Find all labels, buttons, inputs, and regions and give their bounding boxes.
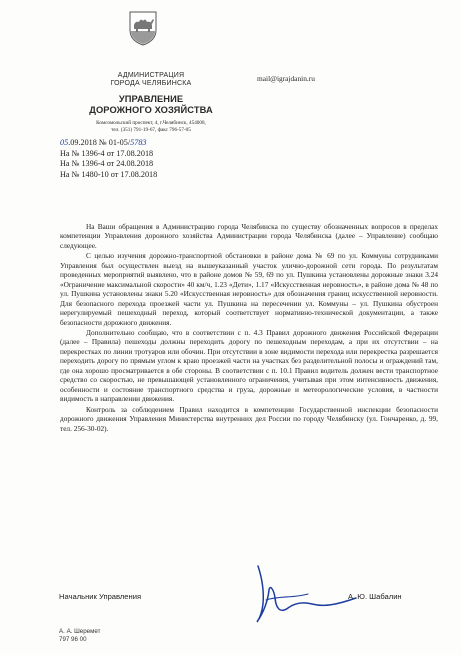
executor-phone: 797 96 00: [59, 636, 87, 643]
reference-line-2: На № 1396-4 от 24.08.2018: [60, 159, 154, 169]
signatory-position: Начальник Управления: [59, 592, 142, 601]
address-line1: Комсомольский проспект, 4, г.Челябинск, 454008,: [96, 120, 206, 126]
executor-info: [59, 628, 100, 644]
admin-name-line2: ГОРОДА ЧЕЛЯБИНСКА: [110, 80, 192, 87]
letter-body: [60, 222, 438, 434]
contact-line: тел. (351) 791-19-67, факс 796-57-05: [111, 127, 191, 133]
reference-line-3: На № 1480-10 от 17.08.2018: [60, 169, 158, 179]
handwritten-signature: [238, 556, 378, 626]
handwritten-number: 5783: [130, 138, 147, 147]
department-name-line1: УПРАВЛЕНИЕ: [118, 94, 184, 104]
city-emblem-icon: [128, 10, 158, 46]
executor-name: А. А. Шеремет: [59, 628, 101, 635]
paragraph-3: Дополнительно сообщаю, что в соответствии с п. 4.3 Правил дорожного движения Российской Федерации (далее – Правила) пешеходы должны переходить дорогу по пешеходным переходам, а при их отсутствии – на перекрестках по линии тротуаров или обочин. При отсутствии в зоне видимости перехода или перекрестка разрешается переходить дорогу по прямым углом к краю проезжей части на участках без разделительной полосы и ограждений там, где она хорошо просматривается в обе стороны. В соответствии с п. 10.1 Правил водитель должен вести транспортное средство со скоростью, не превышающей установленного ограничения, учитывая при этом интенсивность движения, особенности и состояние транспортного средства и груза, дорожные и метеорологические условия, в частности видимость в направлении движения.: [60, 327, 438, 404]
outgoing-date-text: .09.2018 № 01-05/: [68, 138, 131, 147]
department-name-line2: ДОРОЖНОГО ХОЗЯЙСТВА: [89, 105, 213, 115]
reference-numbers: [60, 138, 157, 180]
paragraph-1: На Ваши обращения в Администрацию города Челябинска по существу обозначенных вопросов в пределах компетенции Управления дорожного хозяйства Администрации города Челябинска (далее – Управление) сообщаю следующее.: [60, 222, 438, 250]
paragraph-4: Контроль за соблюдением Правил находится в компетенции Государственной инспекции безопасности дорожного движения Управления Министерства внутренних дел России по городу Челябинску (ул. Гончаренко, д. 99, тел. 256-30-02).: [60, 404, 438, 433]
signatory-name: А. Ю. Шабалин: [348, 592, 402, 601]
outgoing-reference: [60, 138, 157, 149]
reference-line-1: На № 1396-4 от 17.08.2018: [60, 148, 154, 158]
organization-header: [86, 72, 216, 134]
admin-name-line1: АДМИНИСТРАЦИЯ: [117, 72, 185, 79]
recipient-email: mail@igrajdanin.ru: [257, 74, 315, 83]
paragraph-2: С целью изучения дорожно-транспортной обстановки в районе дома № 69 по ул. Коммуны сотрудниками Управления был осуществлен выезд на вышеуказанный участок улично-дорожной сети города. По результатам проведенных мероприятий выявлено, что в районе домов № 59, 69 по ул. Пушкина установлены дорожные знаки 3.24 «Ограничение максимальной скорости» 40 км/ч, 1.23 «Дети», 1.17 «Искусственная неровность», в районе дома № 48 по ул. Пушкина установлены знаки 5.20 «Искусственная неровность» для обозначения границ искусственной неровности. Для безопасного перехода проезжей части ул. Пушкина на пересечении ул. Коммуны – ул. Пушкина обустроен нерегулируемый пешеходный переход, который соответствует нормативно-технической документации, а также безопасности дорожного движения.: [60, 251, 438, 327]
handwritten-day: 05: [60, 138, 69, 147]
